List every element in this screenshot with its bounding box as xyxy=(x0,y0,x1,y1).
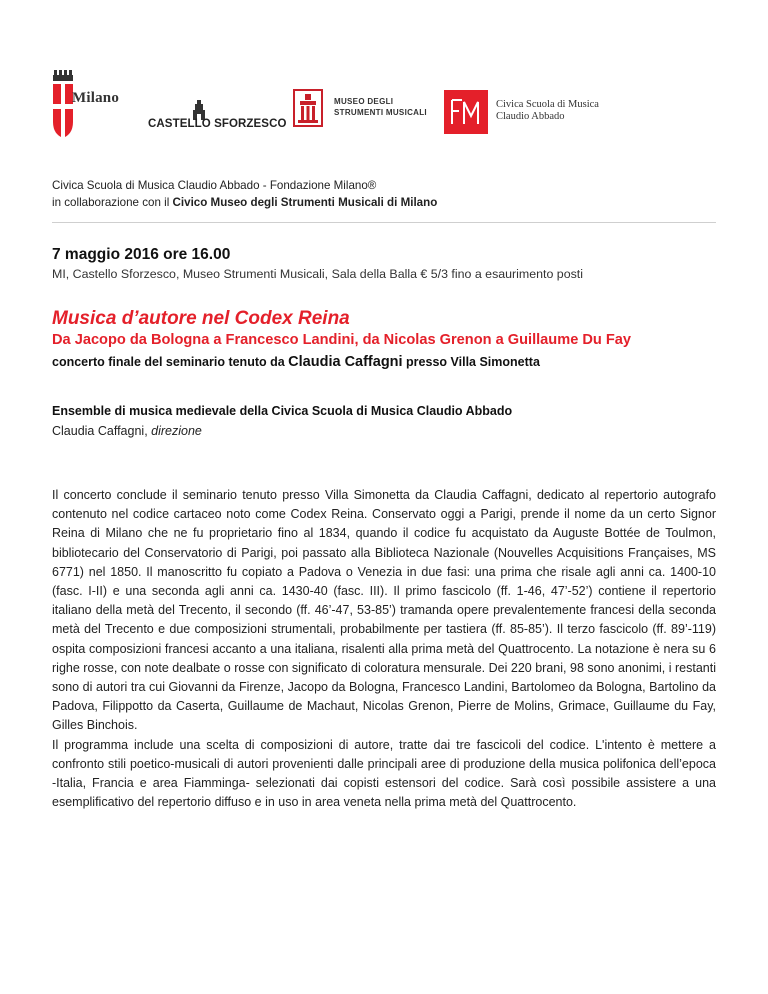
museo-strumenti-wordmark xyxy=(334,97,427,118)
intro-museum-name: Civico Museo degli Strumenti Musicali di Milano xyxy=(172,196,438,209)
museo-strumenti-building-icon xyxy=(293,89,323,132)
intro-line-2-prefix: in collaborazione con il xyxy=(52,196,173,209)
intro-block xyxy=(52,177,437,211)
civica-line-1: Civica Scuola di Musica xyxy=(496,99,599,110)
concert-title: Musica d’autore nel Codex Reina xyxy=(52,308,350,329)
body-text xyxy=(52,486,716,812)
ensemble-name: Ensemble di musica medievale della Civica Scuola di Musica Claudio Abbado xyxy=(52,404,513,418)
event-date: 7 maggio 2016 ore 16.00 xyxy=(52,246,231,263)
milano-coat-of-arms-logo xyxy=(53,70,73,143)
body-paragraph-1: Il concerto conclude il seminario tenuto presso Villa Simonetta da Claudia Caffagni, dedicato al repertorio autografo contenuto nel codice cartaceo noto come Codex Reina. Conservato oggi a Parigi, prende il nome da un certo Signor Reina di Milano che ne fu proprietario fino al 1834, quando il codice fu acquistato da Auguste Bottée de Toulmon, bibliotecario del Conservatorio di Parigi, poi passato alla Biblioteca Nazionale (Nouvelles Acquisitions Françaises, MS 6771) nel 1850. Il manoscritto fu copiato a Padova o Venezia in due fasi: una prima che risale agli anni ca. 1400-10 (fasc. I-II) e una seconda agli anni ca. 1430-40 (fasc. III). Il primo fascicolo (ff. 1-46, 47’-52’) contiene il repertorio italiano della metà del Trecento, il secondo (ff. 46’-47, 53-85’) tramanda opere prevalentemente francesi della seconda metà del Trecento e due composizioni strumentali, probabilmente per tastiera (ff. 85-85’). Il terzo fascicolo (ff. 89’-119) ospita composizioni francesi accanto a una italiana, risalenti alla prima metà del Quattrocento. La notazione è nera su 6 righe rosse, con note dealbate o rosse con significato di coloratura mensurale. Dei 220 brani, 98 sono anonimi, i restanti sono di autori tra cui Giovanni da Firenze, Jacopo da Bologna, Francesco Landini, Bartolomeo da Bologna, Bartolino da Padova, Filippotto da Caserta, Guillaume de Machaut, Nicolas Grenon, Pierre de Molins, Grimace, Guillaume du Fay, Gilles Binchois. xyxy=(52,488,716,733)
museo-line-1: MUSEO DEGLI xyxy=(334,97,394,106)
body-paragraph-2: Il programma include una scelta di composizioni di autore, tratte dai tre fascicoli del codice. L'intento è mettere a confronto stili poetico-musicali di autori provenienti dalle principali aree di produzione della musica polifonica dell’epoca -Italia, Francia e area Fiamminga- selezionati dai copisti estensori del codice. Sarà così possibile assistere a una esemplificativo del repertorio diffuso e in uso in area veneta nella prima metà del Quattrocento. xyxy=(52,737,716,810)
milano-wordmark: Milano xyxy=(72,90,120,106)
castello-sforzesco-wordmark: CASTELLO SFORZESCO xyxy=(148,118,287,130)
concert-description xyxy=(52,354,540,370)
concert-prefix: concerto finale del seminario tenuto da xyxy=(52,355,289,369)
civica-line-2: Claudio Abbado xyxy=(496,111,565,122)
civica-scuola-wordmark xyxy=(496,99,599,123)
concert-suffix: presso Villa Simonetta xyxy=(402,355,540,369)
director-name: Claudia Caffagni, xyxy=(52,424,152,438)
event-place: MI, Castello Sforzesco, Museo Strumenti Musicali, Sala della Balla € 5/3 fino a esaurimento posti xyxy=(52,267,583,281)
intro-line-1: Civica Scuola di Musica Claudio Abbado - Fondazione Milano® xyxy=(52,179,377,192)
civica-scuola-monogram-logo xyxy=(444,90,488,139)
intro-line-2 xyxy=(52,194,437,211)
concert-subtitle: Da Jacopo da Bologna a Francesco Landini, da Nicolas Grenon a Guillaume Du Fay xyxy=(52,332,632,348)
director-role: direzione xyxy=(151,424,202,438)
museo-line-2: STRUMENTI MUSICALI xyxy=(334,107,427,117)
header-divider xyxy=(52,222,716,223)
director-line xyxy=(52,424,202,438)
concert-teacher-name: Claudia Caffagni xyxy=(288,354,403,370)
